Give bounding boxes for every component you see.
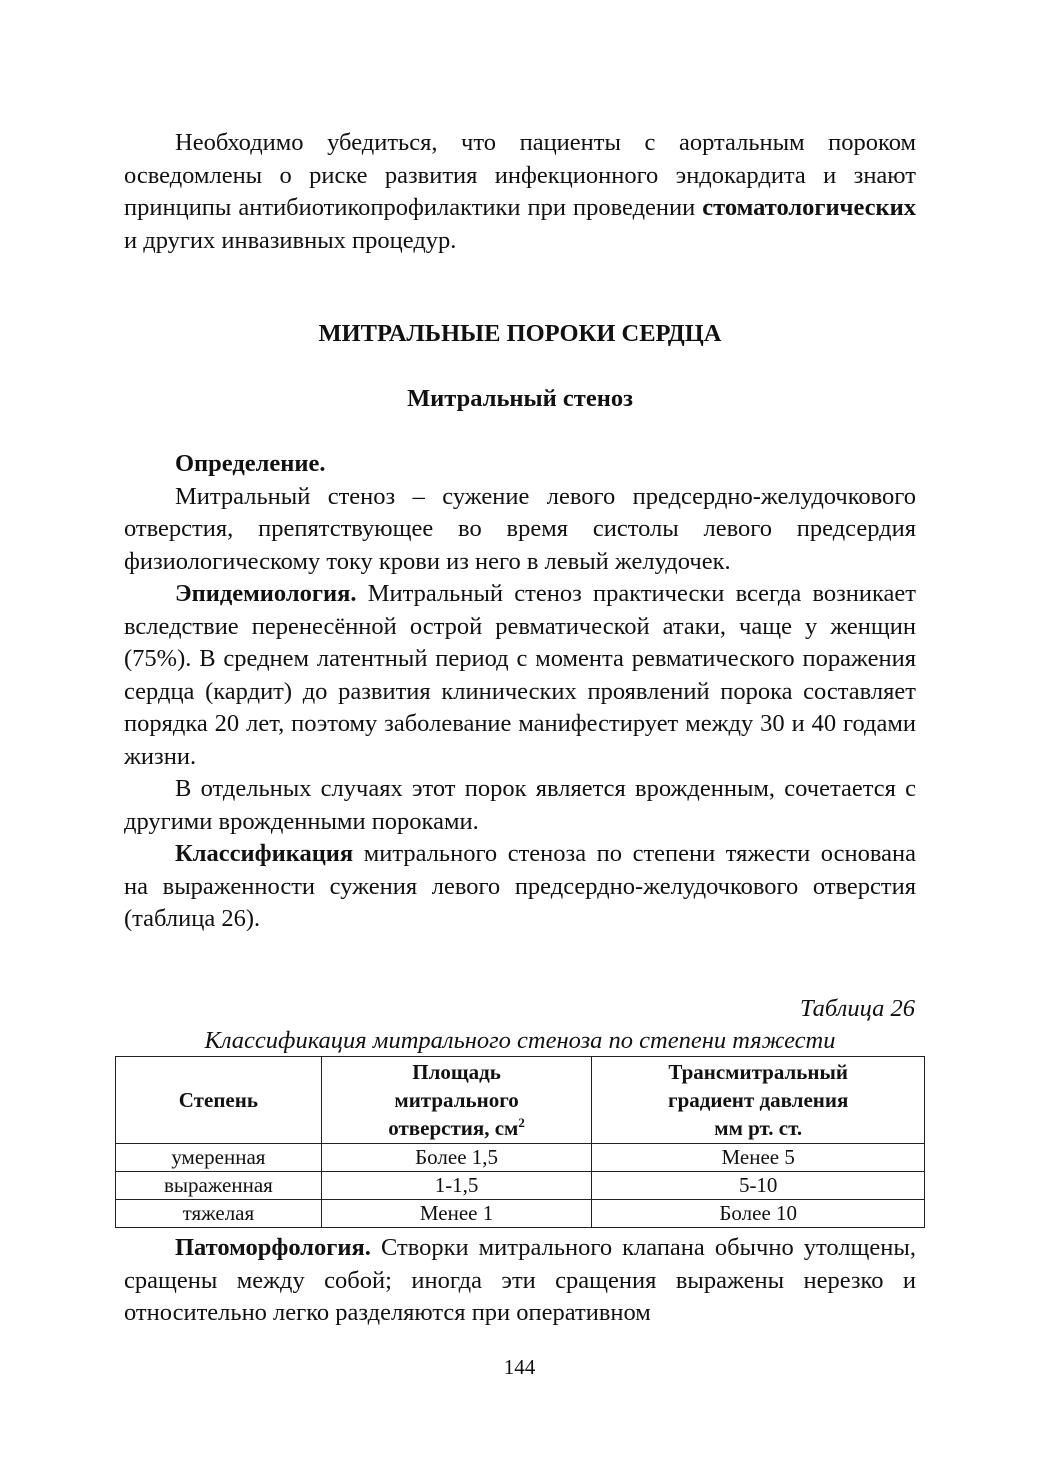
cell-gradient: 5-10 bbox=[592, 1172, 925, 1200]
body-section bbox=[124, 448, 916, 936]
cell-area: Менее 1 bbox=[321, 1200, 592, 1228]
epidemiology-paragraph bbox=[124, 578, 916, 773]
classification-heading: Классификация bbox=[175, 840, 354, 867]
header-area: Площадь митрального отверстия, $см^2$ bbox=[321, 1057, 592, 1144]
pathomorphology-section bbox=[124, 1232, 916, 1330]
intro-bold-word: стоматологических bbox=[702, 194, 916, 221]
pathomorphology-paragraph bbox=[124, 1232, 916, 1330]
table-row bbox=[116, 1172, 925, 1200]
definition-paragraph: Митральный стеноз – сужение левого предсердно-желудочкового отверстия, препятствующее во время систолы левого предсердия физиологическому току крови из него в левый желудочек. bbox=[124, 482, 916, 575]
definition-heading: Определение. bbox=[175, 450, 326, 477]
pathomorphology-text: Створки митрального клапана обычно утолщены, сращены между собой; иногда эти сращения выражены нерезко и относительно легко разделяются при оперативном bbox=[124, 1234, 916, 1326]
epidemiology-text: Митральный стеноз практически всегда возникает вследствие перенесённой острой ревматической атаки, чаще у женщин (75%). В среднем латентный период с момента ревматического поражения сердца (кардит) до развития клинических проявлений порока составляет порядка 20 лет, поэтому заболевание манифестирует между 30 и 40 годами жизни. bbox=[124, 580, 916, 770]
table-caption: Классификация митрального стеноза по степени тяжести bbox=[204, 1027, 836, 1054]
cell-degree: умеренная bbox=[116, 1144, 322, 1172]
cell-degree: тяжелая bbox=[116, 1200, 322, 1228]
cell-gradient: Более 10 bbox=[592, 1200, 925, 1228]
table-row bbox=[116, 1200, 925, 1228]
cell-area: Более 1,5 bbox=[321, 1144, 592, 1172]
table-number: Таблица 26 bbox=[799, 995, 915, 1022]
cell-gradient: Менее 5 bbox=[592, 1144, 925, 1172]
classification-text: митрального стеноза по степени тяжести основана на выраженности сужения левого предсердно-желудочкового отверстия (таблица 26). bbox=[124, 840, 916, 932]
classification-paragraph bbox=[124, 838, 916, 936]
table-header-row bbox=[116, 1057, 925, 1144]
intro-text-part1: Необходимо убедиться, что пациенты с аортальным пороком осведомлены о риске развития инфекционного эндокардита и знают принципы антибиотикопрофилактики при проведении bbox=[124, 129, 916, 221]
intro-paragraph bbox=[124, 127, 916, 257]
cell-degree: выраженная bbox=[116, 1172, 322, 1200]
cell-area: 1-1,5 bbox=[321, 1172, 592, 1200]
subsection-title: Митральный стеноз bbox=[407, 385, 633, 412]
classification-table bbox=[115, 1056, 925, 1228]
epidemiology-heading: Эпидемиология. bbox=[175, 580, 357, 607]
pathomorphology-heading: Патоморфология. bbox=[175, 1234, 371, 1261]
header-degree: Степень bbox=[116, 1057, 322, 1144]
header-gradient: Трансмитральный градиент давления мм рт. ст. bbox=[592, 1057, 925, 1144]
section-title: МИТРАЛЬНЫЕ ПОРОКИ СЕРДЦА bbox=[318, 320, 722, 347]
page-number: 144 bbox=[503, 1355, 536, 1379]
definition-heading-line bbox=[124, 448, 916, 481]
intro-text-part2: и других инвазивных процедур. bbox=[124, 226, 457, 254]
table-row bbox=[116, 1144, 925, 1172]
congenital-paragraph: В отдельных случаях этот порок является врожденным, сочетается с другими врожденными пороками. bbox=[124, 775, 916, 835]
intro-text bbox=[124, 127, 916, 257]
